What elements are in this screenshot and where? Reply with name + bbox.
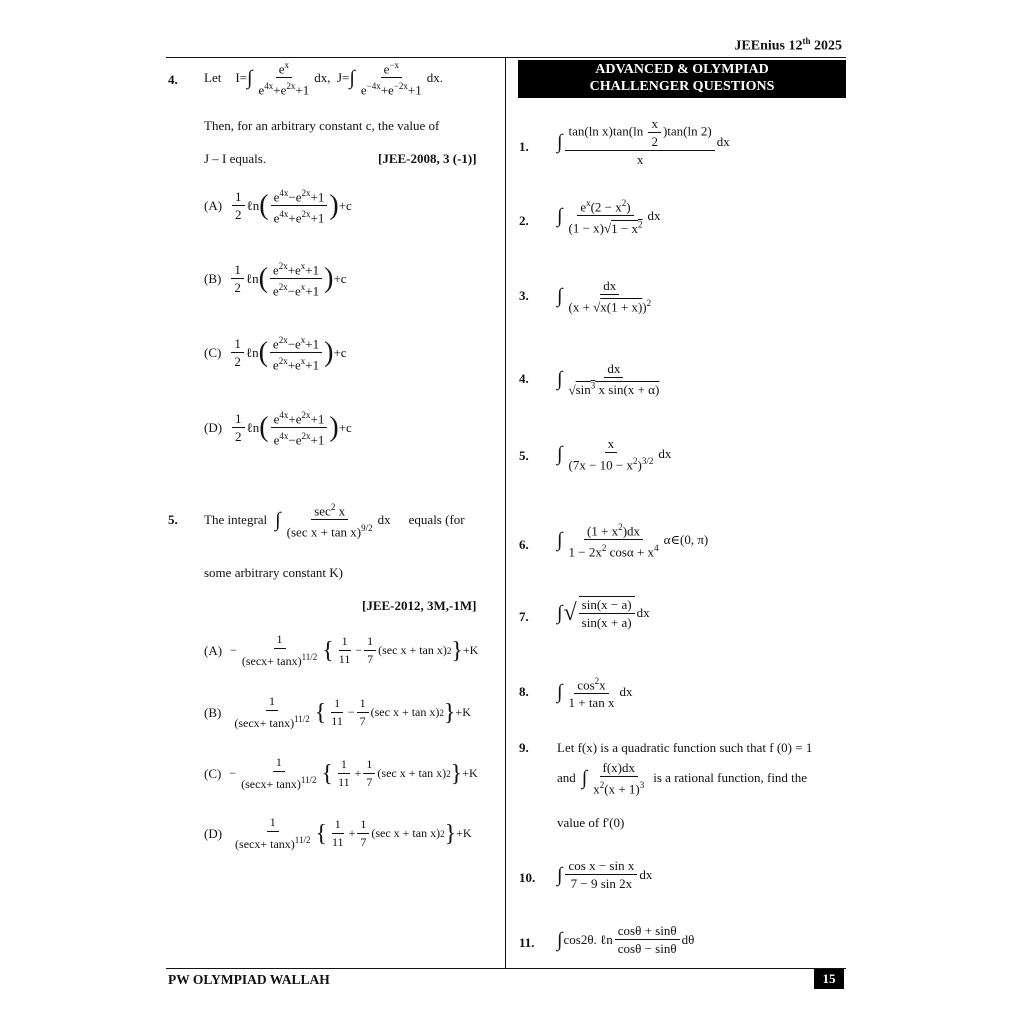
adv-q5-expr: ∫ $\frac{x}{(7x - 10 - x^2)^{3/2}}$ dx bbox=[557, 436, 672, 473]
adv-q11-number: 11. bbox=[519, 935, 535, 950]
bottom-rule bbox=[166, 968, 846, 969]
q4-option-b: (B) $\frac{1}{2}$ ℓn ( $\frac{e^{2x}+e^x+1}{e^{2x}-e^x+1}$ ) +c bbox=[204, 261, 347, 299]
q5-text-line2: some arbitrary constant K) bbox=[204, 565, 343, 580]
q4-option-c: (C) $\frac{1}{2}$ ℓn ( $\frac{e^{2x}-e^x+1}{e^{2x}+e^x+1}$ ) +c bbox=[204, 335, 347, 373]
adv-q9-line1: Let f(x) is a quadratic function such that f (0) = 1 bbox=[557, 740, 813, 755]
adv-q8-expr: ∫ $\frac{\cos^2x}{\text{1 + tan x}}$ dx bbox=[557, 676, 633, 711]
adv-q4-expr: ∫ $\frac{dx}{√\sin^3 x \sin(x + \alpha)}$ bbox=[557, 361, 660, 398]
q4-reference: [JEE-2008, 3 (-1)] bbox=[378, 151, 477, 166]
adv-q4-number: 4. bbox=[519, 371, 529, 386]
q5-option-a: (A) − $\frac{1}{(\sec x+ \tan x)^{11/2}}$ { $\frac{1}{11}$ − $\frac{1}{7}$ (sec x + tan x) 2 } +K bbox=[204, 632, 479, 668]
adv-q9-line3: value of f'(0) bbox=[557, 815, 625, 830]
footer-publisher: PW OLYMPIAD WALLAH bbox=[168, 972, 330, 987]
adv-q6-expr: ∫ $\frac{(1 + x^2)dx}{1 - 2x^2 \cos\alpha + x^4}$ α∈(0, π) bbox=[557, 522, 709, 560]
adv-q8-number: 8. bbox=[519, 684, 529, 699]
adv-q2-number: 2. bbox=[519, 213, 529, 228]
page-number: 15 bbox=[814, 969, 844, 989]
q5-option-d: (D) $\frac{1}{(\sec x+ \tan x)^{11/2}}$ { $\frac{1}{11}$ + $\frac{1}{7}$ (sec x + tan x) 2 } +K bbox=[204, 815, 472, 851]
adv-q9-line2: and ∫ $\frac{f(x)dx}{x^2(x + 1)^3}$ is a rational function, find the bbox=[557, 760, 808, 797]
adv-q7-expr: ∫ √ $\frac{\sin(x - a)}{\sin(x + a)}$ dx bbox=[557, 597, 650, 630]
q5-statement: The integral ∫ $\frac{\sec^2 x}{(\sec x + \tan x)^{9/2}}$ dx equals (for bbox=[204, 502, 465, 540]
q4-text-line2: J – I equals. bbox=[204, 151, 267, 166]
adv-q11-expr: ∫ cos2θ. ℓn $\frac{\cos\theta + \sin\theta}{\cos\theta - \sin\theta}$ dθ bbox=[557, 923, 695, 956]
q4-number: 4. bbox=[168, 72, 178, 87]
q4-option-d: (D) $\frac{1}{2}$ ℓn ( $\frac{e^{4x}+e^{2x}+1}{e^{4x}-e^{2x}+1}$ ) +c bbox=[204, 410, 352, 448]
q4-statement: Let I= ∫ $\frac{e^x}{e^{4x}+e^{2x}+1}$ dx, J= ∫ $\frac{e^{-x}}{e^{-4x}+e^{-2x}+1}$ dx. bbox=[204, 60, 443, 98]
adv-q9-number: 9. bbox=[519, 740, 529, 755]
q5-number: 5. bbox=[168, 512, 178, 527]
q4-option-a: (A) $\frac{1}{2}$ ℓn ( $\frac{e^{4x}-e^{2x}+1}{e^{4x}+e^{2x}+1}$ ) +c bbox=[204, 188, 352, 226]
column-divider bbox=[505, 58, 506, 968]
adv-q1-number: 1. bbox=[519, 139, 529, 154]
adv-q3-number: 3. bbox=[519, 288, 529, 303]
adv-q6-number: 6. bbox=[519, 537, 529, 552]
q5-option-c: (C) − $\frac{1}{(\sec x+ \tan x)^{11/2}}$ { $\frac{1}{11}$ + $\frac{1}{7}$ (sec x + tan x) 2 } +K bbox=[204, 755, 478, 791]
section-banner: ADVANCED & OLYMPIAD CHALLENGER QUESTIONS bbox=[518, 60, 846, 98]
adv-q1-expr: ∫ tan(ln x)tan(ln $\frac{x}{2}$ )tan(ln 2) x dx bbox=[557, 116, 730, 167]
adv-q3-expr: ∫ $\frac{dx}{(x + √x(1 + x))^2}$ bbox=[557, 278, 652, 315]
q4-text-line1: Then, for an arbitrary constant c, the value of bbox=[204, 118, 440, 133]
page-header: JEEnius 12th 2025 bbox=[734, 36, 842, 54]
q5-reference: [JEE-2012, 3M,-1M] bbox=[362, 598, 477, 613]
adv-q7-number: 7. bbox=[519, 609, 529, 624]
q5-option-b: (B) $\frac{1}{(\sec x+ \tan x)^{11/2}}$ { $\frac{1}{11}$ − $\frac{1}{7}$ (sec x + tan x) 2 } +K bbox=[204, 694, 471, 730]
adv-q10-number: 10. bbox=[519, 870, 536, 885]
adv-q10-expr: ∫ $\frac{\text{cos x − sin x}}{7 - 9 \sin 2x}$ dx bbox=[557, 858, 653, 891]
adv-q2-expr: ∫ $\frac{e^x(2 - x^2)}{(1 - x)√1 - x^2}$ dx bbox=[557, 198, 661, 236]
adv-q5-number: 5. bbox=[519, 448, 529, 463]
